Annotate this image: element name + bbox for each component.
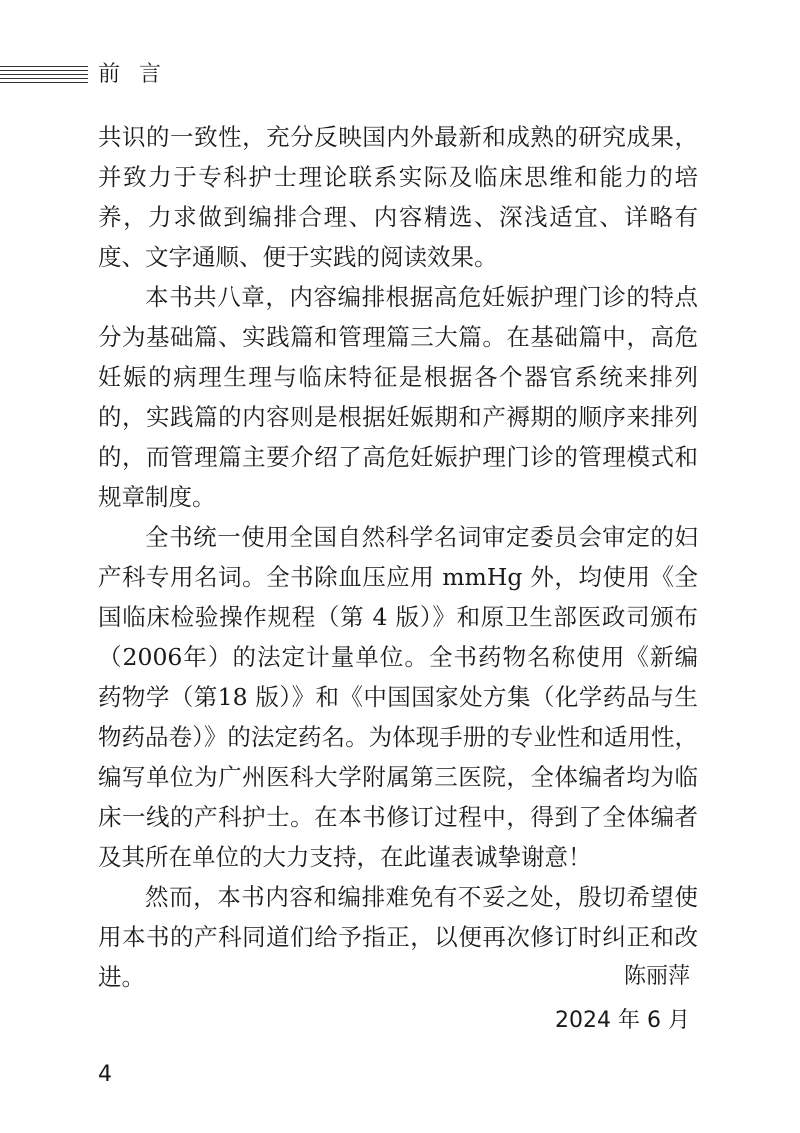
- page-header: [0, 60, 800, 90]
- paragraph-book-structure: 本书共八章，内容编排根据高危妊娠护理门诊的特点分为基础篇、实践篇和管理篇三大篇。在基础篇中，高危妊娠的病理生理与临床特征是根据各个器官系统来排列的，实践篇的内容则是根据妊娠期和产褥期的顺序来排列的，而管理篇主要介绍了高危妊娠护理门诊的管理模式和规章制度。: [98, 283, 698, 511]
- signature-block: [555, 955, 690, 1043]
- paragraph-closing: 然而，本书内容和编排难免有不妥之处，殷切希望使用本书的产科同道们给予指正，以便再次修订时纠正和改进。: [98, 883, 698, 991]
- signature-date: 2024 年 6 月: [555, 1008, 690, 1033]
- section-title: 前 言: [98, 62, 167, 87]
- paragraph-continued: 共识的一致性，充分反映国内外最新和成熟的研究成果，并致力于专科护士理论联系实际及临床思维和能力的培养，力求做到编排合理、内容精选、深浅适宜、详略有度、文字通顺、便于实践的阅读效果。: [98, 123, 698, 271]
- author-name: 陈丽萍: [623, 964, 690, 989]
- preface-body: [98, 117, 698, 997]
- paragraph-terminology: 全书统一使用全国自然科学名词审定委员会审定的妇产科专用名词。全书除血压应用 mmHg 外，均使用《全国临床检验操作规程（第 4 版）》和原卫生部医政司颁布（2006年）的法定计量单位。全书药物名称使用《新编药物学（第18 版）》和《中国国家处方集（化学药品与生物药品卷）》的法定药名。为体现手册的专业性和适用性，编写单位为广州医科大学附属第三医院，全体编者均为临床一线的产科护士。在本书修订过程中，得到了全体编者及其所在单位的大力支持，在此谨表诚挚谢意！: [98, 523, 698, 871]
- page-number: 4: [98, 1062, 112, 1087]
- header-rule-decoration: [0, 66, 88, 84]
